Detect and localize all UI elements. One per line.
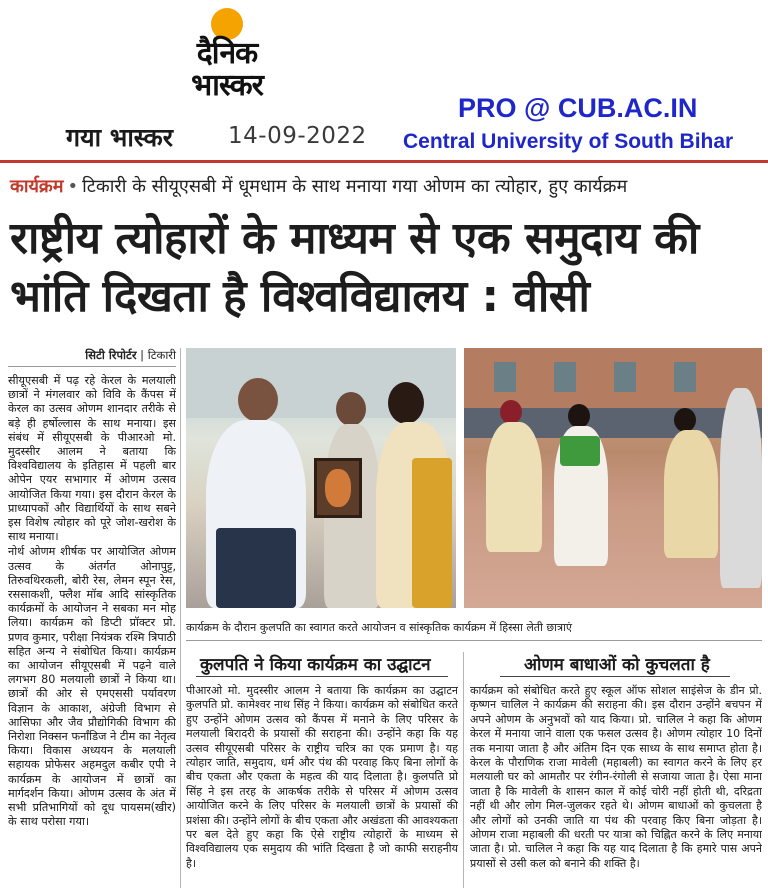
story-title-inauguration: कुलपति ने किया कार्यक्रम का उद्घाटन	[200, 655, 431, 675]
headline: राष्ट्रीय त्योहारों के माध्यम से एक समुदाय की भांति दिखता है विश्वविद्यालय : वीसी	[10, 213, 699, 322]
photo-caption: कार्यक्रम के दौरान कुलपति का स्वागत करते आयोजन व सांस्कृतिक कार्यक्रम में हिस्सा लेती छात्राएं	[186, 621, 572, 634]
dancer-3	[664, 430, 718, 558]
masthead-divider	[0, 160, 768, 163]
dancer-head	[568, 404, 590, 428]
byline-reporter: सिटी रिपोर्टर	[85, 348, 137, 362]
dancer-blouse	[560, 436, 600, 466]
newspaper-logo	[180, 8, 274, 104]
story-body-onam: कार्यक्रम को संबोधित करते हुए स्कूल ऑफ सोशल साइंसेज के डीन प्रो. कृष्णन चालिल ने कार्यक्रम की सराहना की। इस दौरान उन्होंने बचपन में अपने ओणम के अनुभवों को याद किया। प्रो. चालिल ने कहा कि ओणम केरल में मनाया जाने वाला एक फसल उत्सव है। ओणम त्योहार 10 दिनों तक मनाया जाता है और अंतिम दिन एक साध्य के साथ समाप्त होता है। केरल के पौराणिक राजा मावेली (महाबली) का स्वागत करने के लिए हर मलयाली घर को आमतौर पर रंगीन-रंगोली से सजाया जाता है। ऐसा माना जाता है कि मावेली के शासन काल में कोई चोरी नहीं होती थी, दरिद्रता नहीं थी और लोग मिल-जुलकर रहते थे। ओणम बाधाओं को कुचलता है और लोगों को उनकी जाति या पंथ की परवाह किए बिना जोड़ता है। ओणम राजा महाबली की धरती पर यात्रा को चिह्नित करने के लिए मनाया जाता है। प्रो. चालिल ने कहा कि यह याद दिलाता है कि हमारे पास अपने प्रयासों से उसी कल को बनाने की शक्ति है।	[470, 684, 762, 870]
column-divider	[180, 348, 181, 888]
kicker-category: कार्यक्रम	[10, 176, 64, 197]
framed-painting	[314, 458, 362, 518]
story-title-onam: ओणम बाधाओं को कुचलता है	[524, 655, 710, 675]
byline: सिटी रिपोर्टर | टिकारी	[8, 348, 176, 367]
photo-vc-welcome	[186, 348, 456, 608]
person-head	[388, 382, 424, 424]
logo-line1: दैनिक	[196, 36, 258, 71]
left-paragraph-2: नोर्थ ओणम शीर्षक पर आयोजित ओणम उत्सव के अंतर्गत ओनापुट्ट, तिरुवथिरकली, बोरी रेस, लेमन स्पून रेस, रससाकशी, फ्लैश मॉब आदि सांस्कृतिक कार्यक्रमों के आयोजन ने सबका मन मोह लिया। कार्यक्रम को डिप्टी प्रॉक्टर प्रो. प्रणव कुमार, परीक्षा नियंत्रक रश्मि त्रिपाठी सहित अन्य ने संबोधित किया। कार्यक्रम का आयोजन सीयूएसबी में पढ़ने वाले लगभग 80 मलयाली छात्रों ने किया था। छात्रों की ओर से एमएससी पर्यावरण विज्ञान के आकाश, अंग्रेजी विभाग से आसिफा और जैव प्रौद्योगिकी विभाग की निरोशा निक्सन फर्नांडिज ने टीम का नेतृत्व किया। विकास अध्ययन के मलयाली सहायक प्रोफेसर अहमदुल कबीर एपी ने कार्यक्रम के आयोजन में छात्रों का मार्गदर्शन किया। ओणम उत्सव के अंत में सभी प्रतिभागियों को दूध पायसम(खीर) के साथ परोसा गया।	[8, 545, 176, 829]
publication-date: 14-09-2022	[228, 123, 367, 149]
left-paragraph-1: सीयूएसबी में पढ़ रहे केरल के मलयाली छात्रों ने मंगलवार को विवि के कैंपस में केरल का उत्सव ओणम शानदार तरीके से बड़े ही हर्षोल्लास के साथ मनाया। इस संबंध में सीयूएसबी के पीआरओ मो. मुदस्सीर आलम ने बताया कि विश्वविद्यालय के इतिहास में पहली बार ओपेन एयर सभागार में ओणम उत्सव आयोजित किया गया। इस दौरान केरल के प्राध्यापकों और विद्यार्थियों के साथ सबने इस विशेष त्योहार को पूरे जोश-खरोश के साथ मनाया।	[8, 374, 176, 544]
left-column-text	[8, 374, 176, 886]
story-body-inauguration: पीआरओ मो. मुदस्सीर आलम ने बताया कि कार्यक्रम का उद्घाटन कुलपति प्रो. कामेश्वर नाथ सिंह ने किया। कार्यक्रम को संबोधित करते हुए उन्होंने ओणम उत्सव को कैंपस में मनाने के लिए परिसर के मलयाली बिरादरी के प्रयासों की सराहना की। उन्होंने कहा कि यह उत्सव सीयूएसबी परिसर के राष्ट्रीय चरित्र का एक प्रमाण है। यह त्योहार जाति, समुदाय, धर्म और पंथ की परवाह किए बिना लोगों के बीच एकता और एकता के महत्व की याद दिलाता है। कुलपति प्रो सिंह ने इस तरह के आकर्षक तरीके से परिसर में ओणम उत्सव आयोजित करने के लिए परिसर के मलयाली छात्रों के प्रयासों की प्रशंसा की। उन्होंने लोगों के बीच एकता और अखंडता की आवश्यकता पर बल देते हुए कहा कि ऐसे राष्ट्रीय त्योहारों के माध्यम से विश्वविद्यालय एक समुदाय की भांति दिखता है जो काफी सराहनीय है।	[186, 684, 458, 870]
person-trousers	[216, 528, 296, 608]
saree-border	[412, 458, 452, 608]
edition-name: गया भास्कर	[66, 123, 173, 152]
photo-dance	[464, 348, 762, 608]
story-title-rule	[500, 676, 730, 677]
kicker-separator: •	[67, 176, 79, 197]
story-divider	[463, 652, 464, 888]
bystander	[720, 388, 762, 588]
logo-line2: भास्कर	[191, 68, 263, 103]
caption-divider	[186, 640, 762, 641]
university-name: Central University of South Bihar	[403, 130, 734, 153]
kicker-text: टिकारी के सीयूएसबी में धूमधाम के साथ मनाया गया ओणम का त्योहार, हुए कार्यक्रम	[82, 176, 628, 197]
dancer-head	[500, 400, 522, 424]
kicker	[10, 174, 627, 198]
pro-contact: PRO @ CUB.AC.IN	[458, 93, 698, 123]
person-head	[238, 378, 278, 422]
person-head	[336, 392, 366, 426]
dancer-1	[486, 422, 542, 552]
dancer-head	[674, 408, 696, 432]
byline-place: टिकारी	[147, 348, 176, 362]
story-title-rule	[196, 676, 448, 677]
